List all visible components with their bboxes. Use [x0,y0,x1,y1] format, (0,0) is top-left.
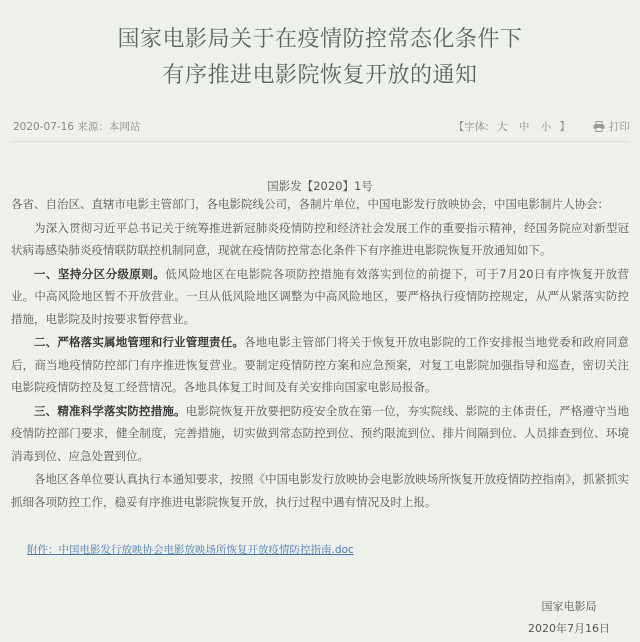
section-2 [11,331,629,399]
font-size-control [453,119,571,134]
intro-paragraph: 为深入贯彻习近平总书记关于统筹推进新冠肺炎疫情防控和经济社会发展工作的重要指示精神，经国务院应对新型冠状病毒感染肺炎疫情联防联控机制同意，现就在疫情防控常态化条件下有序推进电影院恢复开放通知如下。 [11,220,629,257]
section-3-text: 电影院恢复开放要把防疫安全放在第一位，夯实院线、影院的主体责任，严格遵守当地疫情防控部门要求，健全制度，完善措施，切实做到常态防控到位、预约限流到位、排片间隔到位、人员排查到位、环境消毒到位、应急处置到位。 [11,403,630,463]
signature-block [528,596,610,640]
section-1-heading: 一、坚持分区分级原则。 [34,266,166,281]
section-1 [11,263,629,331]
publish-info [13,119,140,134]
font-size-label: 【字体: [453,121,489,133]
source-value: 本网站 [108,121,141,133]
attachment-link[interactable] [11,542,354,557]
document-number: 国影发【2020】1号 [267,179,373,193]
attachment-label: 附件：中国电影发行放映协会电影放映场所恢复开放疫情防控指南.doc [27,544,354,556]
signature-org: 国家电影局 [541,600,597,613]
font-size-small-button[interactable]: 小 [540,121,552,133]
closing-paragraph: 各地区各单位要认真执行本通知要求，按照《中国电影发行放映协会电影放映场所恢复开放疫情防控指南》，抓紧抓实抓细各项防控工作，稳妥有序推进电影院恢复开放，执行过程中遇有情况及时上报。 [11,472,629,509]
section-2-heading: 二、严格落实属地管理和行业管理责任。 [34,335,245,349]
print-label: 打印 [609,121,630,133]
printer-icon [593,121,605,132]
header-divider [10,141,630,142]
section-3 [11,400,629,468]
font-size-large-button[interactable]: 大 [496,121,508,133]
print-button[interactable] [593,119,630,134]
font-size-close-bracket: 】 [559,121,570,133]
section-1-text: 低风险地区在电影院各项防控措施有效落实到位的前提下，可于7月20日有序恢复开放营业。中高风险地区暂不开放营业。一旦从低风险地区调整为中高风险地区，要严格执行疫情防控规定，从严从紧落实防控措施，电影院及时按要求暂停营业。 [11,266,630,326]
signature-date: 2020年7月16日 [528,622,610,635]
publish-date: 2020-07-16 [13,121,75,133]
source-label: 来源： [77,121,109,133]
article-meta-bar [0,116,640,136]
section-3-heading: 三、精准科学落实防控措施。 [34,403,186,418]
title-line-1: 国家电影局关于在疫情防控常态化条件下 [117,27,523,52]
document-body [11,193,629,513]
font-size-medium-button[interactable]: 中 [518,121,530,133]
addressees: 各省、自治区、直辖市电影主管部门，各电影院线公司，各制片单位，中国电影发行放映协会，中国电影制片人协会： [11,197,609,211]
page-title [0,22,640,94]
title-line-2: 有序推进电影院恢复开放的通知 [162,63,478,88]
section-2-text: 各地电影主管部门将关于恢复开放电影院的工作安排报当地党委和政府同意后，商当地疫情防控部门有序推进恢复营业。要制定疫情防控方案和应急预案，对复工电影院加强指导和巡查，密切关注电影院疫情防控及复工经营情况。各地具体复工时间及有关安排向国家电影局报备。 [11,335,629,394]
article-tools [453,119,630,134]
